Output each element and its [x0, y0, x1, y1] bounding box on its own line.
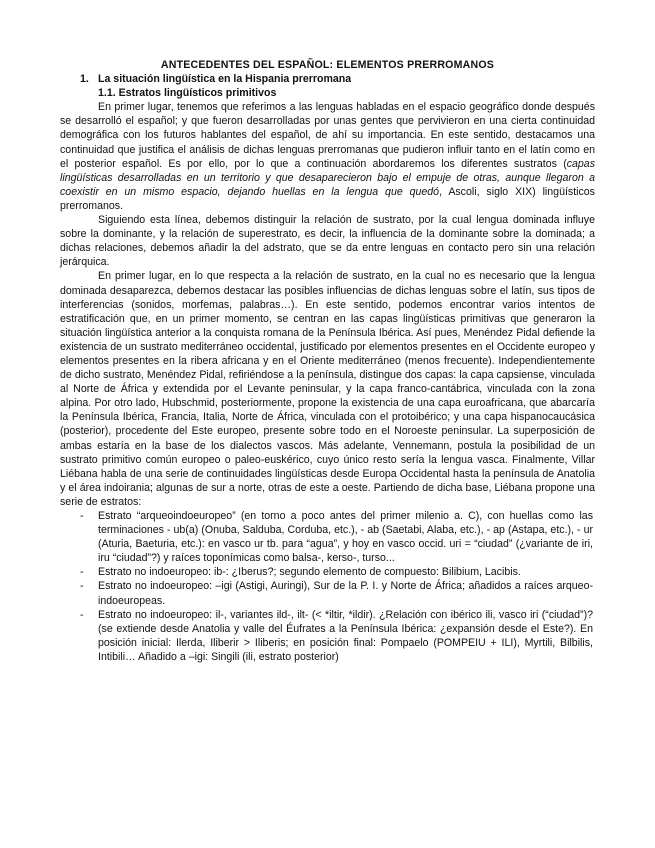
document-title: ANTECEDENTES DEL ESPAÑOL: ELEMENTOS PRERROMANOS	[160, 59, 495, 71]
list-item	[60, 565, 593, 579]
list-item-text: Estrato no indoeuropeo: –igi (Astigi, Auringi), Sur de la P. I. y Norte de África; añadidos a raíces arqueo-indoeuropeas.	[98, 580, 593, 607]
paragraph-text: , Ascoli, siglo XIX) lingüísticos prerromanos.	[60, 185, 595, 212]
list-dash: -	[80, 510, 84, 522]
list-item-text: Estrato no indoeuropeo: ib-: ¿Iberus?; segundo elemento de compuesto: Bilibium, Lacibis.	[98, 566, 521, 579]
section-title: La situación lingüística en la Hispania prerromana	[98, 73, 352, 86]
definition-italic: capas lingüísticas desarrolladas en un territorio y que desaparecieron bajo el empuje de otras, aunque llegaron a coexistir en un mismo espacio, dejando huellas en la lengua que quedó	[60, 157, 595, 198]
list-item-text: Estrato no indoeuropeo: il-, variantes ild-, ilt- (< *iltir, *ildir). ¿Relación con ibérico ili, vasco iri (“ciudad”)? (se extiende desde Anatolia y valle del Éufrates a la Península Ibérica: ¿expansión desde el Este?). En posición inicial: Ilerda, Iliberir > Iliberis; en posición final: Pompaelo (POMPEIU + ILI), Myrtili, Bilbilis, Intibili… Añadido a –igi: Singili (ili, estrato posterior)	[98, 608, 593, 663]
strata-list	[60, 509, 595, 664]
list-dash: -	[80, 608, 84, 621]
list-item	[60, 579, 593, 607]
paragraph-substrata-intro	[60, 100, 595, 213]
subsection-heading: 1.1. Estratos lingüísticos primitivos	[98, 87, 277, 100]
paragraph-text: En primer lugar, tenemos que referimos a las lenguas habladas en el espacio geográfico donde después se desarrolló el español; y que fueron desarrolladas por unas gentes que pervivieron en una cierta continuidad demográfica con los futuros hablantes del español, de ahí su importancia. En este sentido, destacamos una continuidad que justifica el análisis de dichas lenguas prerromanas que pudieron influir tanto en el latín como en el posterior español. Es por ello, por lo que a continuación abordaremos los diferentes sustratos (	[60, 101, 595, 170]
document-page	[60, 58, 595, 664]
list-item	[60, 608, 593, 664]
list-dash: -	[80, 580, 84, 593]
paragraph-stratification: En primer lugar, en lo que respecta a la relación de sustrato, en la cual no es necesario que la lengua dominada desaparezca, debemos destacar las posibles influencias de dichas lenguas sobre el latín, sus tipos de interferencias (sonidos, morfemas, palabras…). En este sentido, podemos encontrar varios intentos de estratificación que, en un primer momento, se centran en las capas lingüísticas primitivas que generaron la situación lingüística anterior a la conquista romana de la Península Ibérica. Así pues, Menéndez Pidal defiende la existencia de un sustrato mediterráneo occidental, justificado por elementos presentes en el Occidente europeo y elementos presentes en la ribera africana y en el Oriente mediterráneo (menos frecuente). Independientemente de dicho sustrato, Menéndez Pidal, refiriéndose a la península, distingue dos capas: la capa capsiense, vinculada al Norte de África y extendida por el Levante peninsular, y la capa franco-cantábrica, vinculada con la zona alpina. Por otro lado, Hubschmid, posteriormente, propone la existencia de una capa euroafricana, que abarcaría la Península Ibérica, Francia, Italia, Norte de África, vinculada con el protoibérico; y una capa hispanocaucásica (posterior), procedente del Este europeo, presente sobre todo en el Noroeste peninsular. La superposición de ambas estaría en la base de los dialectos vascos. Más adelante, Vennemann, postula la posibilidad de un sustrato primitivo común europeo o paleo-euskérico, cuyo único resto sería la lengua vasca. Finalmente, Villar Liébana habla de una serie de continuidades lingüísticas desde Europa Occidental hasta la península de Anatolia y el área indoirania; algunas de sur a norte, otras de este a oeste. Partiendo de dicha base, Liébana propone una serie de estratos:	[60, 270, 595, 508]
section-heading-1	[80, 72, 595, 86]
paragraph-relations: Siguiendo esta línea, debemos distinguir la relación de sustrato, por la cual lengua dominada influye sobre la dominante, y la relación de superestrato, es decir, la influencia de la dominante sobre la dominada; a dichas relaciones, debemos añadir la del adstrato, que se da entre lenguas en contacto pero sin una relación jerárquica.	[60, 214, 595, 269]
list-dash: -	[80, 566, 84, 579]
section-number: 1.	[80, 73, 89, 86]
list-item	[60, 509, 593, 565]
list-item-text: Estrato “arqueoindoeuropeo” (en torno a poco antes del primer milenio a. C), con huellas como las terminaciones - ub(a) (Onuba, Salduba, Corduba, etc.), - ab (Saetabi, Alaba, etc.), - ap (Astapa, etc.), - ur (Aturia, Baeturia, etc.): en vasco ur tb. para “agua”, y hoy en vasco occid. uri = “ciudad” (¿variante de iri, iru “ciudad”?) y raíces toponímicas como balsa-, kerso-, turso...	[98, 510, 593, 565]
